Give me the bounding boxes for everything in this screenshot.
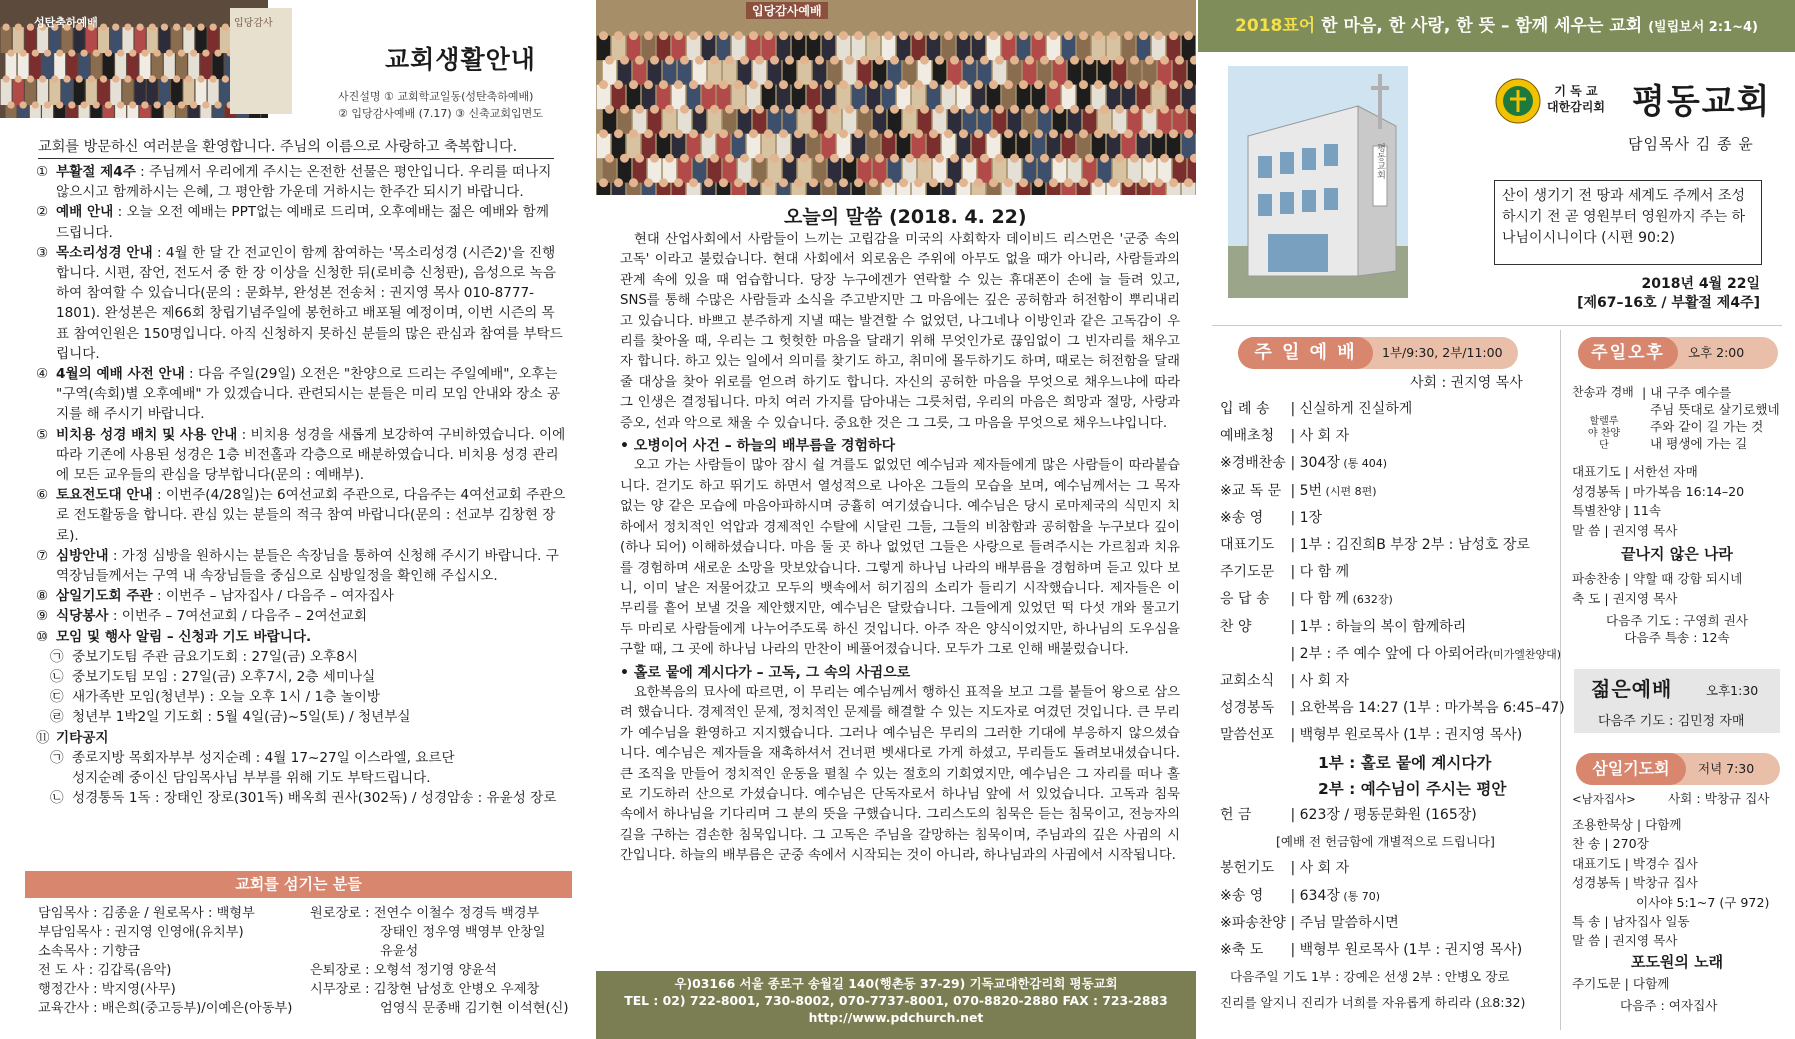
denomination-label [1547,83,1605,115]
worship-line-label: 말씀선포 [1220,727,1275,744]
worship-line [1220,586,1550,613]
offering-note: [예배 전 헌금함에 개별적으로 드립니다] [1276,834,1495,850]
notice-body: : 이번주 – 7여선교회 / 다음주 – 2여선교회 [108,608,367,625]
wednesday-sermon-title: 포도원의 노래 [1630,952,1724,971]
order-line: 찬 송 | 270장 [1572,836,1649,852]
worship-line [1220,478,1550,505]
server-entry: 담임목사 : 김종윤 / 원로목사 : 백형부 [38,906,255,921]
order-line: 대표기도 | 박경수 집사 [1572,855,1698,871]
worship-line-note: (통 404) [1339,457,1388,471]
worship-line-label: 응 답 송 [1220,591,1270,608]
footer-website-link[interactable]: http://www.pdchurch.net [808,1010,984,1025]
afternoon-lines [1572,462,1782,540]
worship-line [1220,532,1550,559]
order-line: 말 씀 | 권지영 목사 [1572,522,1678,538]
worship-line-label: 헌 금 [1220,807,1252,824]
server-entry: 시무장로 : 김창현 남성호 안병오 우제창 [310,982,540,997]
etc-text: 종로지방 목회자부부 성지순례 : 4월 17~27일 이스라엘, 요르단 [72,749,455,766]
server-entry: 교육간사 : 배은희(중고등부)/이예은(아동부) [38,1001,293,1016]
notice-number: ⑨ [36,608,49,625]
photo-caption-line: ② 입당감사예배 (7.17) ③ 신축교회입면도 [338,107,543,120]
worship-line-text: 5번 [1299,482,1323,499]
separator: | [1286,618,1300,635]
notice-item [36,627,566,647]
worship-line-note: (미가엘찬양대) [1488,647,1562,661]
servers-left-column [38,904,292,1018]
event-number: ㉢ [50,689,64,706]
sermon-paragraph: 요한복음의 묘사에 따르면, 이 무리는 예수님께서 행하신 표적을 보고 그를 붙들어 왕으로 삼으려 했습니다. 경제적인 문제, 정치적인 문제를 해결할 수 있는 지도자로 여겼던 것입니다. 큰 무리가 예수님을 환영하고 지지했습니다. 그러나 예수님은 무리의 그러한 기대에 부응하지 않으셨습니다. 예수님은 제자들을 재촉하셔서 건너편 벳새다로 가게 하셨고, 무리들도 돌려보내셨습니다. 큰 조직을 만들어 정치적인 운동을 펼칠 수 있는 절호의 기회였지만, 예수님은 그 자리를 떠나 홀로 기도하러 산으로 가셨습니다. 예수님은 단독자로서 하나님 앞에 서 있었습니다. 고독과 침묵 속에서 하나님을 기다리며 그 분의 뜻을 구했습니다. 그리스도의 침묵은 듣는 침묵이고, 전능자의 길을 구하는 겸손한 침묵입니다. 그 고독은 주님을 갈망하는 침묵이며, 주님과의 깊은 사귐의 시간입니다. 하늘의 배부름은 군중 속에서 시작되는 것이 아니라, 하나님과의 사귐에서 시작됩니다. [620,684,1180,864]
wednesday-lines [1572,815,1782,893]
worship-line-text: 사 회 자 [1299,428,1350,445]
wednesday-time: 저녁 7:30 [1698,761,1755,776]
separator: | [1286,482,1300,499]
photo-caption-line: 사진설명 ① 교회학교일동(성탄축하예배) [338,90,534,103]
separator: | [1286,645,1300,662]
motto-year: 2018표어 [1235,16,1316,36]
notice-number: ⑪ [36,729,50,746]
notice-title: 목소리성경 안내 [56,244,153,261]
servers-right-column [310,904,568,1018]
server-entry: 원로장로 : 전연수 이철수 정경득 백경부 [310,906,540,921]
worship-line [1220,937,1550,964]
notice-body: : 주님께서 우리에게 주시는 온전한 선물은 평안입니다. 우리를 떠나지 않으시고 함께하시는 은혜, 그 평안함 가운데 거하시는 한주간 되시기 바랍니다. [56,164,552,201]
praise-label: 찬송과 경배 [1572,385,1634,399]
order-line: 말 씀 | 권지영 목사 [1572,933,1678,949]
wednesday-header [1572,789,1782,809]
worship-line-label: ※경배찬송 [1220,455,1286,472]
notice-item [36,586,566,606]
worship-line-label: 봉헌기도 [1220,860,1275,877]
sermon-title: 오늘의 말씀 (2018. 4. 22) [784,206,1027,228]
next-prayer: 다음주일 기도 1부 : 강예은 선생 2부 : 안병오 장로 [1230,969,1510,985]
worship-line-label: 대표기도 [1220,537,1275,554]
order-line: 특 송 | 남자집사 일동 [1572,914,1690,930]
notice-list [36,162,566,809]
notice-title: 토요전도대 안내 [56,487,153,504]
worship-line [1220,695,1565,722]
notice-number: ② [36,204,49,221]
etc-item [36,748,566,768]
event-number: ㉡ [50,669,64,686]
worship-line-label: ※파송찬양 [1220,914,1286,931]
afternoon-lines [1572,569,1782,608]
worship-line-text: 요한복음 14:27 (1부 : 마가복음 6:45–47) [1299,700,1565,717]
worship-line-label: ※송 영 [1220,509,1264,526]
worship-line [1220,855,1550,882]
worship-line-text: 1장 [1299,509,1323,526]
event-text: 중보기도팀 주관 금요기도회 : 27일(금) 오후8시 [72,648,358,665]
welcome-text: 교회를 방문하신 여러분을 환영합니다. 주님의 이름으로 사랑하고 축복합니다. [38,136,554,159]
separator: | [1286,564,1300,581]
sermon-paragraph: 오고 가는 사람들이 많아 잠시 쉴 겨를도 없었던 예수님과 제자들에게 많은 사람들이 따라붙습니다. 걷기도 하고 뛰기도 하면서 열성적으로 나아온 그들의 모습을 보며, 예수님께서는 그 목자 없는 양 같은 모습에 마음아파하시며 긍휼히 여기셨습니다. 예수님은 당시 로마제국의 식민지 치하에서 정치적인 억압과 경제적인 수탈에 시달린 그들, 그들의 비참함과 공허함을 누구보다 깊이(하나 되어) 이해하셨습니다. 마음 둘 곳 하나 없었던 그들은 사랑으로 들려주시는 가르침과 치유를 경험하며 새로운 소망을 맛보았습니다. 그렇게 하나님 나라의 배부름을 경험하며 듣고 있다 보니, 이미 날은 저물어갔고 모두의 뱃속에서 허기짐의 소리가 들리기 시작했습니다. 제자들은 이 무리를 흩어 보낼 것을 제안했지만, 예수님은 달랐습니다. 그들에게 있었던 떡 다섯 개와 물고기 두 마리로 사람들에게 나누어주도록 하신 것입니다. 아주 작은 양식이었지만, 하나님의 도우심을 구할 때, 그 곳에 하나님 나라의 만찬이 베풀어졌습니다. 모두가 그로 인해 배불렀습니다. [620,458,1180,658]
church-building-illustration [1228,66,1408,298]
separator: | [1286,455,1300,472]
order-line: 주기도문 | 다함께 [1572,976,1670,992]
sunday-presider: 사회 : 권지영 목사 [1410,375,1523,391]
worship-line [1220,641,1562,668]
order-line: 대표기도 | 서한선 자매 [1572,464,1698,479]
separator: | [1286,509,1300,526]
event-text: 새가족반 모임(청년부) : 오늘 오후 1시 / 1층 놀이방 [72,689,380,706]
praise-song: 주님 뜻대로 살기로했네 [1650,402,1780,417]
etc-item [36,788,566,808]
worship-line-label: 성경봉독 [1220,700,1275,717]
notice-body: : 비치용 성경을 새롭게 보강하여 구비하였습니다. 이에 따라 기존에 사용된 성경은 1층 비전홀과 각층으로 배분하였습니다. 비치용 성경 관리에 모든 교우들의 관심을 당부합니다(문의 : 예배부). [56,426,566,484]
worship-line [1220,802,1550,829]
event-item [36,647,566,667]
server-entry: 은퇴장로 : 오형석 정기영 양윤석 [310,963,497,978]
notice-number: ⑩ [36,628,49,645]
server-entry: 엄영식 문종배 김기현 이석현(신) [380,1001,569,1016]
notice-number: ⑥ [36,487,49,504]
worship-order-panel [1198,0,1795,1039]
praise-group: 할렐루야 찬양단 [1587,416,1621,451]
notice-body: : 가정 심방을 원하시는 분들은 속장님을 통하여 신청해 주시기 바랍니다. 구역장님들께서는 구역 내 속장님들을 중심으로 심방일정을 확인해 주십시오. [56,547,559,585]
server-entry: 부담임목사 : 권지영 인영애(유치부) [38,925,244,940]
sermon-panel [596,0,1196,1039]
event-item [36,707,566,727]
sunday-worship-order [1220,396,1565,1017]
event-text: 중보기도팀 모임 : 27일(금) 오후7시, 2층 세미나실 [72,669,376,686]
notice-item [36,425,566,486]
server-entry: 소속목사 : 기향금 [38,944,141,959]
event-number: ㉣ [50,709,64,726]
server-entry: 전 도 사 : 김갑록(음악) [38,963,172,978]
separator: | [1286,700,1300,717]
etc-text: 성경통독 1독 : 장태인 장로(301독) 배옥희 권사(302독) / 성경암송 : 유윤성 장로 [72,790,557,807]
sermon-paragraph: 현대 산업사회에서 사람들이 느끼는 고립감을 미국의 사회학자 데이비드 리스먼은 '군중 속의 고독' 이라고 불렀습니다. 현대 사회에서 외로움은 주위에 아무도 없을 때가 아니라, 사람들과의 관계 속에 있을 때 엄습합니다. 당장 누구에겐가 연락할 수 있는 휴대폰이 손에 늘 들려 있고, SNS를 통해 수많은 사람들과 소식을 주고받지만 그 마음에는 깊은 공허함과 허전함이 뿌리내리고 있습니다. 바쁘고 분주하게 지낼 때는 발견할 수 없었던, 나그네나 이방인과 같은 고독감이 우리를 찾아올 때, 우리는 그 헛헛한 마음을 달래기 위해 무엇인가로 끊임없이 그 빈자리를 채우고자 합니다. 하고 있는 일에서 의미를 찾기도 하고, 취미에 몰두하기도 하며, 때로는 허전함을 달래줄 대상을 찾아 위로를 얻으려 하기도 합니다. 자신의 공허한 마음을 무엇으로 채우느냐에 따라 그 인생은 결정됩니다. 마치 여러 가지를 담아내는 그릇처럼, 우리의 마음은 희망과 절망, 사랑과 증오, 선과 악으로 채울 수 있습니다. 중요한 것은 그 그릇, 그 마음을 무엇으로 채우느냐입니다. [620,232,1180,431]
wednesday-presider: 사회 : 박창규 집사 [1668,791,1770,806]
separator: | [1286,914,1300,931]
worship-line-label: 예배초청 [1220,428,1275,445]
worship-line-text: 1부 : 하늘의 복이 함께하리 [1299,618,1467,635]
notice-number: ① [36,164,49,180]
etc-number: ㉡ [50,790,64,807]
event-number: ㉠ [50,648,64,665]
motto-banner [1198,0,1795,52]
footer-address: 우)03166 서울 종로구 송월길 140(행촌동 37-29) 기독교대한감리회 평동교회 [674,976,1118,991]
worship-line-text: 다 함 께 [1299,564,1350,581]
separator: | [1286,942,1300,959]
wednesday-next: 다음주 : 여자집사 [1620,997,1718,1013]
scripture-verse-box: 산이 생기기 전 땅과 세계도 주께서 조성하시기 전 곧 영원부터 영원까지 주는 하나님이시니이다 (시편 90:2) [1494,180,1762,265]
worship-line-label: 찬 양 [1220,618,1252,635]
page-title: 교회생활안내 [385,45,536,74]
notice-body: : 4월 한 달 간 전교인이 함께 참여하는 '목소리성경 (시즌2)'을 진행합니다. 시편, 잠언, 전도서 중 한 장 이상을 신청한 뒤(로비층 신청판), 음성으로 녹음하여 참여할 수 있습니다(문의 : 문화부, 완성본 전송처 : 권지영 목사 010-8777-1801). 완성본은 제66회 창립기념주일에 봉헌하고 배포될 예정이며, 이번 시즌의 목표 참여인원은 150명입니다. 아직 신청하지 못하신 분들의 많은 관심과 참여를 부탁드립니다. [56,244,563,362]
order-line: 성경봉독 | 박창규 집사 [1572,875,1698,891]
bulletin-issue: [제67–16호 / 부활절 제4주] [1577,295,1760,311]
notice-body: : 다음 주일(29일) 오전은 "찬양으로 드리는 주일예배", 오후는 "구역(속회)별 오후예배" 가 있겠습니다. 관련되시는 분들은 미리 모임 안내와 장소 공지를 해 주시기 바랍니다. [56,366,560,423]
servers-heading: 교회를 섬기는 분들 [25,871,572,898]
etc-item [36,768,566,788]
sermon-heading: • 오병이어 사건 – 하늘의 배부름을 경험하다 [620,438,896,455]
worship-line-text: 사 회 자 [1299,860,1350,877]
notice-title: 4월의 예배 사전 안내 [56,366,185,383]
notice-item [36,606,566,626]
worship-line [1220,423,1550,450]
church-life-panel [0,0,590,1039]
worship-line-text: 백형부 원로목사 (1부 : 권지영 목사) [1299,942,1523,959]
denomination-line: 대한감리회 [1547,100,1605,114]
notice-item [36,162,566,202]
order-line: 성경봉독 | 마가복음 16:14–20 [1572,483,1745,499]
worship-line-text: 2부 : 주 예수 앞에 다 아뢰어라 [1299,645,1489,662]
notice-item [36,485,566,546]
notice-title: 비치용 성경 배치 및 사용 안내 [56,426,238,443]
wednesday-title: 삼일기도회 [1576,753,1686,785]
notice-title: 기타공지 [56,729,109,746]
notice-title: 부활절 제4주 [56,164,136,180]
worship-line [1220,722,1550,749]
separator: | [1286,673,1300,690]
children-group-photo [0,0,268,118]
notice-item [36,546,566,586]
sunday-worship-title: 주 일 예 배 [1238,337,1373,369]
wednesday-reading: 이사야 5:1~7 (구 972) [1636,894,1770,910]
notice-body: : 오늘 오전 예배는 PPT없는 예배로 드리며, 오후예배는 젊은 예배와 함께 드립니다. [56,204,549,241]
dedication-sign-photo [230,8,292,114]
youth-next-prayer: 다음주 기도 : 김민정 자매 [1598,714,1745,729]
notice-number: ⑦ [36,547,49,564]
notice-title: 심방안내 [56,547,109,564]
afternoon-order [1572,384,1782,646]
worship-line-note: (통 70) [1339,889,1381,903]
worship-line-label: 입 례 송 [1220,401,1270,417]
separator: | [1286,887,1300,904]
photo-banner-left: 성탄축하예배 [34,16,98,29]
server-entry: 유윤성 [380,944,419,959]
worship-line-label: ※교 독 문 [1220,482,1282,499]
worship-line [1220,910,1550,937]
divider [1560,330,1561,1030]
denomination-line: 기 독 교 [1554,84,1598,98]
worship-line-label: ※송 영 [1220,887,1264,904]
youth-worship-title: 젊은예배 [1591,677,1673,701]
order-line: 축 도 | 권지영 목사 [1572,590,1678,606]
separator: | [1286,537,1300,554]
photo-banner: 입당감사예배 [746,2,828,19]
bulletin-date [1577,275,1760,313]
notice-number: ④ [36,366,49,383]
worship-line-text: 주님 말씀하시면 [1299,914,1399,931]
praise-songs: | 내 구주 예수를 주님 뜻대로 살기로했네 주와 같이 길 가는 것 내 평생에 가는 길 [1642,385,1780,451]
notice-body: : 이번주 – 남자집사 / 다음주 – 여자집사 [152,588,394,605]
youth-worship-time: 오후1:30 [1706,683,1759,698]
sermon-heading: • 홀로 뭍에 계시다가 – 고독, 그 속의 사귐으로 [620,664,911,681]
event-item [36,667,566,687]
notice-title: 삼일기도회 주관 [56,588,153,605]
notice-number: ⑤ [36,426,49,443]
sermon-body [620,230,1180,867]
afternoon-title: 주일오후 [1578,337,1678,369]
order-line: 조용한묵상 | 다함께 [1572,817,1682,832]
worship-line [1220,614,1550,641]
afternoon-sermon-title: 끝나지 않은 나라 [1621,545,1733,563]
worship-line-text: 신실하게 진실하게 [1299,401,1413,417]
worship-line-text: 304장 [1299,455,1340,472]
worship-line-text: 다 함 께 [1299,591,1350,608]
notice-body: : 이번주(4/28일)는 6여선교회 주관으로, 다음주는 4여선교회 주관으로 전도활동을 합니다. 관심 있는 분들의 적극 참여 바랍니다(문의 : 선교부 김창현 장로). [56,487,566,544]
notice-title: 예배 안내 [56,204,114,221]
wednesday-lines [1572,974,1782,993]
worship-line-label: ※축 도 [1220,942,1264,959]
notice-title: 모임 및 행사 알림 – 신청과 기도 바랍니다. [56,628,312,645]
separator: | [1286,428,1300,445]
worship-line-label: 교회소식 [1220,673,1275,690]
motto-text: 한 마음, 한 사랑, 한 뜻 – 함께 세우는 교회 [1315,16,1649,36]
worship-line [1220,668,1550,695]
divider [1212,325,1782,326]
worship-line-text: 1부 : 김진희B 부장 2부 : 남성호 장로 [1299,537,1530,554]
notice-item [36,364,566,425]
notice-number: ⑧ [36,588,49,605]
separator: | [1286,807,1300,824]
worship-line-text: 623장 / 평동문화원 (165장) [1299,807,1477,824]
order-line: 파송찬송 | 약할 때 강함 되시네 [1572,571,1743,586]
church-address-footer [596,971,1196,1039]
praise-song: 내 평생에 가는 길 [1650,436,1748,451]
church-name: 평동교회 [1632,82,1772,122]
congregation-photo [596,0,1196,195]
praise-song: 주와 같이 길 가는 것 [1650,419,1764,434]
notice-item [36,202,566,242]
praise-song: 내 구주 예수를 [1650,385,1732,400]
notice-item [36,243,566,364]
wednesday-lines [1572,912,1782,951]
afternoon-next-special: 다음주 특송 : 12속 [1624,630,1730,645]
etc-text: 성지순례 중이신 담임목사님 부부를 위해 기도 부탁드립니다. [72,770,431,787]
notice-item [36,728,566,748]
server-entry: 장태인 정우영 백영부 안창일 [380,925,546,940]
sunday-worship-time: 1부/9:30, 2부/11:00 [1382,345,1503,360]
building-sign-text: 평동교회 [1375,143,1385,179]
worship-line-text: 사 회 자 [1299,673,1350,690]
worship-line-note: (632장) [1349,593,1393,607]
senior-pastor: 담임목사 김 종 윤 [1628,135,1754,153]
notice-title: 식당봉사 [56,608,109,625]
photo-caption [338,88,543,122]
motto-reference: (빌립보서 2:1~4) [1648,20,1758,35]
worship-line-text: 백형부 원로목사 (1부 : 권지영 목사) [1299,727,1523,744]
sermon-title-1: 1부 : 홀로 뭍에 계시다가 [1318,753,1492,772]
wednesday-order [1572,789,1782,1015]
event-item [36,687,566,707]
order-line: 특별찬양 | 11속 [1572,503,1662,518]
footer-phone: TEL : 02) 722-8001, 730-8002, 070-7737-8001, 070-8820-2880 FAX : 723-2883 [624,993,1168,1008]
etc-number: ㉠ [50,749,64,766]
worship-line-text: 634장 [1299,887,1340,904]
event-text: 청년부 1박2일 기도회 : 5월 4일(금)~5일(토) / 청년부실 [72,709,411,726]
sermon-title-2: 2부 : 예수님이 주시는 평안 [1318,779,1507,798]
methodist-logo [1495,78,1541,128]
worship-line [1220,505,1550,532]
worship-line-label: 주기도문 [1220,564,1275,581]
separator: | [1286,401,1300,417]
wednesday-group: <남자집사> [1572,792,1636,806]
separator: | [1286,860,1300,877]
bulletin-date-line: 2018년 4월 22일 [1641,276,1760,292]
afternoon-next-prayer: 다음주 기도 : 구영희 권사 [1606,613,1748,628]
separator: | [1286,727,1300,744]
worship-line [1220,450,1550,477]
photo-sign-text: 입당감사 [234,18,273,29]
notice-number: ③ [36,244,49,261]
server-entry: 행정간사 : 박지영(사무) [38,982,176,997]
closing-verse: 진리를 알지니 진리가 너희를 자유롭게 하리라 (요8:32) [1220,995,1526,1011]
separator: | [1286,591,1300,608]
worship-line-note: (시편 8편) [1322,484,1377,498]
worship-line [1220,396,1550,423]
worship-line [1220,883,1550,910]
afternoon-time: 오후 2:00 [1688,345,1745,360]
praise-block [1572,384,1782,452]
worship-line [1220,559,1550,586]
